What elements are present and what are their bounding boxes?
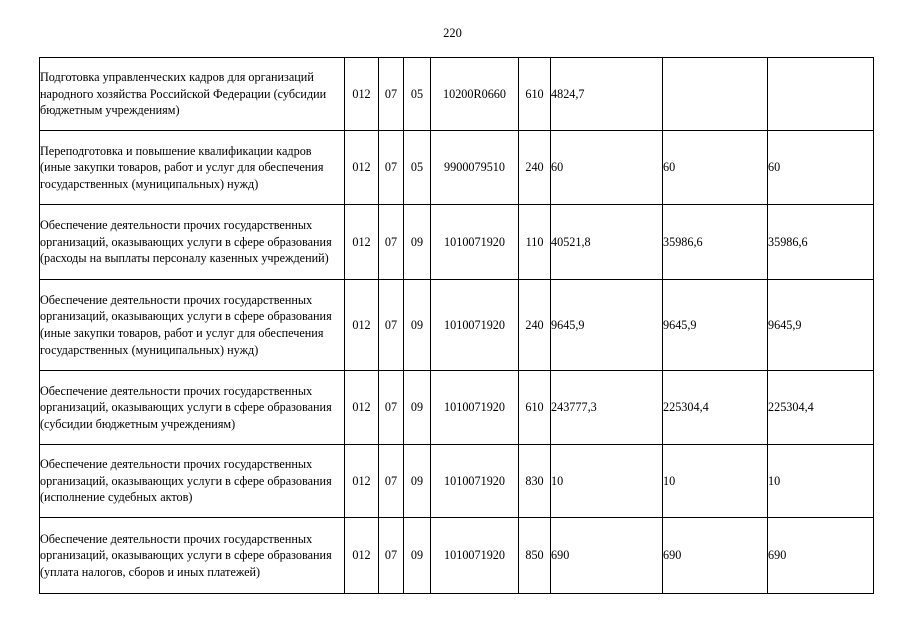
cell-subsection: 05 bbox=[404, 58, 431, 131]
cell-expense-type: 850 bbox=[519, 518, 551, 594]
cell-subsection: 09 bbox=[404, 445, 431, 518]
cell-subsection: 09 bbox=[404, 371, 431, 445]
cell-grbs: 012 bbox=[345, 518, 379, 594]
table-row bbox=[40, 131, 874, 205]
cell-section: 07 bbox=[379, 518, 404, 594]
cell-subsection: 09 bbox=[404, 205, 431, 280]
cell-grbs: 012 bbox=[345, 280, 379, 371]
cell-name: Обеспечение деятельности прочих государственных организаций, оказывающих услуги в сфере образования (исполнение судебных актов) bbox=[40, 445, 345, 518]
cell-expense-type: 610 bbox=[519, 371, 551, 445]
cell-name: Обеспечение деятельности прочих государственных организаций, оказывающих услуги в сфере образования (иные закупки товаров, работ и услуг для обеспечения государственных (муниципальных) нужд) bbox=[40, 280, 345, 371]
cell-amount-1: 9645,9 bbox=[551, 280, 663, 371]
cell-name: Обеспечение деятельности прочих государственных организаций, оказывающих услуги в сфере образования (субсидии бюджетным учреждениям) bbox=[40, 371, 345, 445]
cell-expense-type: 110 bbox=[519, 205, 551, 280]
cell-amount-1: 60 bbox=[551, 131, 663, 205]
table-row bbox=[40, 58, 874, 131]
cell-section: 07 bbox=[379, 371, 404, 445]
cell-section: 07 bbox=[379, 280, 404, 371]
cell-grbs: 012 bbox=[345, 445, 379, 518]
table-body bbox=[40, 58, 874, 594]
cell-grbs: 012 bbox=[345, 205, 379, 280]
cell-amount-3: 60 bbox=[768, 131, 874, 205]
cell-amount-2: 225304,4 bbox=[663, 371, 768, 445]
cell-amount-1: 10 bbox=[551, 445, 663, 518]
cell-section: 07 bbox=[379, 205, 404, 280]
cell-amount-1: 4824,7 bbox=[551, 58, 663, 131]
cell-amount-3: 9645,9 bbox=[768, 280, 874, 371]
cell-amount-2: 9645,9 bbox=[663, 280, 768, 371]
cell-amount-3: 690 bbox=[768, 518, 874, 594]
cell-expense-type: 610 bbox=[519, 58, 551, 131]
table-row bbox=[40, 371, 874, 445]
cell-subsection: 09 bbox=[404, 280, 431, 371]
cell-expense-type: 830 bbox=[519, 445, 551, 518]
cell-grbs: 012 bbox=[345, 131, 379, 205]
table-row bbox=[40, 205, 874, 280]
cell-amount-3 bbox=[768, 58, 874, 131]
cell-target-article: 9900079510 bbox=[431, 131, 519, 205]
cell-amount-1: 40521,8 bbox=[551, 205, 663, 280]
cell-grbs: 012 bbox=[345, 58, 379, 131]
cell-amount-2: 10 bbox=[663, 445, 768, 518]
cell-target-article: 10200R0660 bbox=[431, 58, 519, 131]
cell-amount-2 bbox=[663, 58, 768, 131]
table-row bbox=[40, 445, 874, 518]
cell-amount-3: 225304,4 bbox=[768, 371, 874, 445]
cell-amount-1: 243777,3 bbox=[551, 371, 663, 445]
cell-amount-3: 35986,6 bbox=[768, 205, 874, 280]
cell-expense-type: 240 bbox=[519, 280, 551, 371]
cell-target-article: 1010071920 bbox=[431, 280, 519, 371]
cell-section: 07 bbox=[379, 58, 404, 131]
cell-grbs: 012 bbox=[345, 371, 379, 445]
cell-amount-2: 690 bbox=[663, 518, 768, 594]
cell-amount-1: 690 bbox=[551, 518, 663, 594]
cell-amount-3: 10 bbox=[768, 445, 874, 518]
cell-subsection: 05 bbox=[404, 131, 431, 205]
table-row bbox=[40, 518, 874, 594]
cell-target-article: 1010071920 bbox=[431, 371, 519, 445]
cell-target-article: 1010071920 bbox=[431, 445, 519, 518]
cell-name: Обеспечение деятельности прочих государственных организаций, оказывающих услуги в сфере образования (расходы на выплаты персоналу казенных учреждений) bbox=[40, 205, 345, 280]
cell-name: Переподготовка и повышение квалификации кадров (иные закупки товаров, работ и услуг для обеспечения государственных (муниципальных) нужд) bbox=[40, 131, 345, 205]
cell-name: Подготовка управленческих кадров для организаций народного хозяйства Российской Федерации (субсидии бюджетным учреждениям) bbox=[40, 58, 345, 131]
table-row bbox=[40, 280, 874, 371]
cell-expense-type: 240 bbox=[519, 131, 551, 205]
cell-target-article: 1010071920 bbox=[431, 518, 519, 594]
cell-subsection: 09 bbox=[404, 518, 431, 594]
cell-section: 07 bbox=[379, 131, 404, 205]
budget-table bbox=[39, 57, 874, 594]
cell-name: Обеспечение деятельности прочих государственных организаций, оказывающих услуги в сфере образования (уплата налогов, сборов и иных платежей) bbox=[40, 518, 345, 594]
cell-target-article: 1010071920 bbox=[431, 205, 519, 280]
cell-amount-2: 35986,6 bbox=[663, 205, 768, 280]
cell-section: 07 bbox=[379, 445, 404, 518]
cell-amount-2: 60 bbox=[663, 131, 768, 205]
page-number: 220 bbox=[443, 26, 462, 40]
